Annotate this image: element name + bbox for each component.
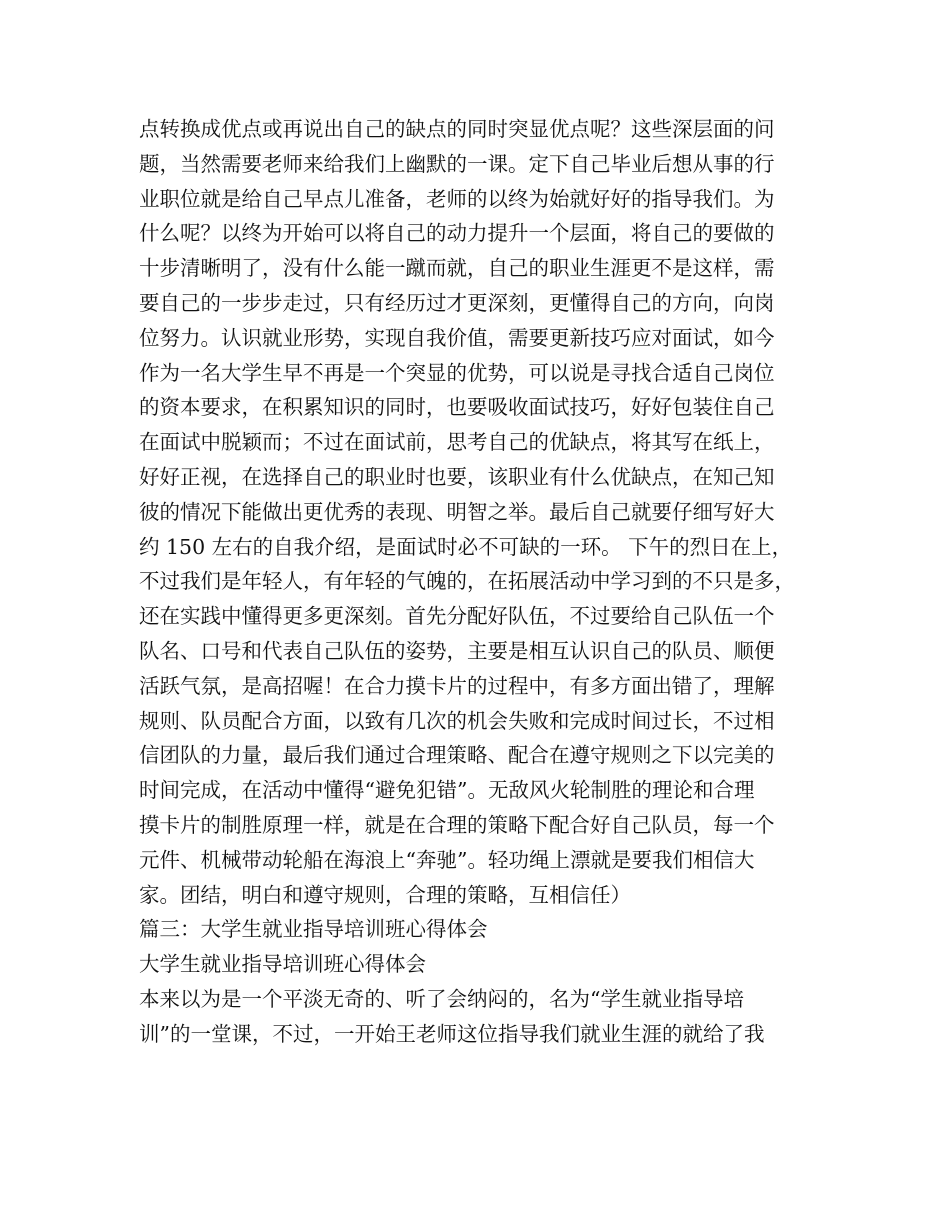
text-line: 彼的情况下能做出更优秀的表现、明智之举。最后自己就要仔细写好大 xyxy=(139,499,775,524)
text-line: 的资本要求，在积累知识的同时，也要吸收面试技巧，好好包装住自己 xyxy=(139,395,775,420)
text-line: 什么呢？以终为开始可以将自己的动力提升一个层面，将自己的要做的 xyxy=(139,221,775,246)
text-line: 时间完成，在活动中懂得“避免犯错”。无敌风火轮制胜的理论和合理 xyxy=(139,778,755,803)
text-line: 不过我们是年轻人，有年轻的气魄的，在拓展活动中学习到的不只是多， xyxy=(139,569,795,594)
text-line: 摸卡片的制胜原理一样，就是在合理的策略下配合好自己队员，每一个 xyxy=(139,812,775,837)
text-line: 十步清晰明了，没有什么能一蹴而就，自己的职业生涯更不是这样，需 xyxy=(139,256,775,281)
text-line: 元件、机械带动轮船在海浪上“奔驰”。轻功绳上漂就是要我们相信大 xyxy=(139,847,755,872)
text-line: 点转换成优点或再说出自己的缺点的同时突显优点呢？这些深层面的问 xyxy=(139,117,775,141)
body-text xyxy=(139,112,829,1052)
text-line: 队名、口号和代表自己队伍的姿势，主要是相互认识自己的队员、顺便 xyxy=(139,638,775,663)
text-line: 好好正视，在选择自己的职业时也要，该职业有什么优缺点，在知己知 xyxy=(139,464,775,489)
text-line: 信团队的力量，最后我们通过合理策略、配合在遵守规则之下以完美的 xyxy=(139,743,775,768)
text-line: 训”的一堂课，不过，一开始王老师这位指导我们就业生涯的就给了我 xyxy=(139,1021,765,1046)
text-line: 要自己的一步步走过，只有经历过才更深刻，更懂得自己的方向，向岗 xyxy=(139,290,775,315)
text-line: 规则、队员配合方面，以致有几次的机会失败和完成时间过长，不过相 xyxy=(139,708,775,733)
text-line: 家。团结，明白和遵守规则，合理的策略，互相信任） xyxy=(139,882,631,907)
text-line: 约 150 左右的自我介绍，是面试时必不可缺的一环。 下午的烈日在上， xyxy=(139,534,793,559)
text-line: 活跃气氛，是高招喔！在合力摸卡片的过程中，有多方面出错了，理解 xyxy=(139,673,775,698)
text-line: 题，当然需要老师来给我们上幽默的一课。定下自己毕业后想从事的行 xyxy=(139,151,775,176)
text-line: 在面试中脱颖而；不过在面试前，思考自己的优缺点，将其写在纸上， xyxy=(139,430,775,455)
text-line: 位努力。认识就业形势，实现自我价值，需要更新技巧应对面试，如今 xyxy=(139,325,775,350)
section-heading: 篇三：大学生就业指导培训班心得体会 xyxy=(139,917,488,942)
text-line: 还在实践中懂得更多更深刻。首先分配好队伍，不过要给自己队伍一个 xyxy=(139,604,775,629)
text-line: 业职位就是给自己早点儿准备，老师的以终为始就好好的指导我们。为 xyxy=(139,186,775,211)
text-line: 本来以为是一个平淡无奇的、听了会纳闷的，名为“学生就业指导培 xyxy=(139,986,744,1011)
text-line: 作为一名大学生早不再是一个突显的优势，可以说是寻找合适自己岗位 xyxy=(139,360,775,385)
article-title: 大学生就业指导培训班心得体会 xyxy=(139,952,426,977)
